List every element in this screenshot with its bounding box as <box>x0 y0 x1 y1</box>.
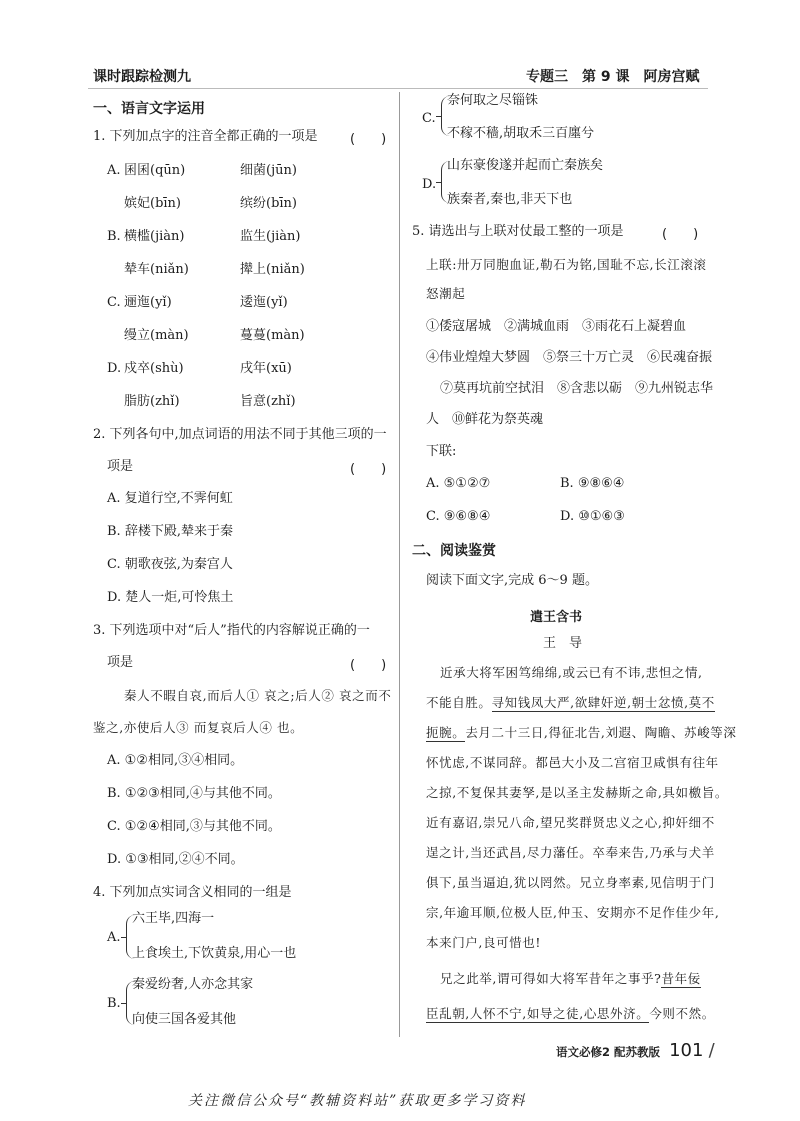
q3-quote-line1: 秦人不暇自哀,而后人① 哀之;后人② 哀之而不 <box>124 688 392 703</box>
article-line-7: 逞之计,当还武昌,尽力藩任。卒奉来告,乃承与犬羊 <box>426 845 715 860</box>
q3-answer-paren: ( ) <box>350 658 387 673</box>
q4-C1: 奈何取之尽锱铢 <box>447 93 539 108</box>
q4-option-C-label: C. <box>422 111 436 126</box>
article-line-11-plain: 兄之此举,谓可得如大将军昔年之事乎? <box>440 971 662 986</box>
q1-D4: 旨意(zhǐ) <box>240 394 296 409</box>
q5-answer-paren: ( ) <box>662 227 699 242</box>
q3-option-A: A. ①②相同,③④相同。 <box>107 753 244 768</box>
q4-A1: 六王毕,四海一 <box>132 911 215 926</box>
q1-A2: 细菌(jūn) <box>240 163 297 178</box>
article-line-3 <box>426 724 736 742</box>
q5-stem: 5. 请选出与上联对仗最工整的一项是 <box>412 224 624 239</box>
q1-stem: 1. 下列加点字的注音全都正确的一项是 <box>93 129 318 144</box>
q4-option-B-label: B. <box>107 996 121 1011</box>
article-line-3-rest: 去月二十三日,得征北告,刘遐、陶瞻、苏峻等深 <box>465 725 737 740</box>
article-line-2-plain: 不能自胜。 <box>426 695 492 710</box>
article-line-11 <box>440 970 701 988</box>
footer-book-badge <box>556 1040 715 1061</box>
section1-title: 一、语言文字运用 <box>93 101 205 117</box>
q1-B1: 横槛(jiàn) <box>124 229 185 244</box>
article-line-2 <box>426 694 715 712</box>
q4-C2: 不稼不穑,胡取禾三百廛兮 <box>447 126 595 141</box>
q4-stem: 4. 下列加点实词含义相同的一组是 <box>93 885 292 900</box>
q5-option-A: A. ⑤①②⑦ <box>426 476 491 491</box>
header-right: 专题三 第 9 课 阿房宫赋 <box>526 69 700 85</box>
q4-B2: 向使三国各爱其他 <box>132 1012 237 1027</box>
q1-C4: 蔓蔓(màn) <box>240 328 305 343</box>
q1-B3: 辇车(niǎn) <box>124 262 189 277</box>
q1-option-D-label: D. <box>107 361 122 376</box>
q1-C3: 缦立(màn) <box>124 328 189 343</box>
q5-lower-couplet-label: 下联: <box>426 444 457 459</box>
q1-C1: 逦迤(yǐ) <box>124 295 172 310</box>
q1-D3: 脂肪(zhǐ) <box>124 394 180 409</box>
article-line-5: 之掠,不复保其妻孥,是以圣主发赫斯之命,具如檄旨。 <box>426 785 728 800</box>
article-line-12-plain: 今则不然。 <box>649 1006 715 1021</box>
q5-fragments-line4: 人 ⑩鲜花为祭英魂 <box>426 412 544 427</box>
article-line-11-underlined: 昔年佞 <box>661 971 701 986</box>
q2-option-D: D. 楚人一炬,可怜焦土 <box>107 590 234 605</box>
article-line-3-underlined: 扼腕。 <box>426 725 466 740</box>
article-line-12-underlined: 臣乱朝,人怀不宁,如导之徒,心思外济。 <box>426 1006 650 1021</box>
article-line-6: 近有嘉诏,崇兄八命,望兄奖群贤忠义之心,抑奸细不 <box>426 815 715 830</box>
article-line-1: 近承大将军困笃绵绵,或云已有不讳,悲怛之情, <box>440 665 703 680</box>
article-line-10: 本来门户,良可惜也! <box>426 935 541 950</box>
q1-D1: 戍卒(shù) <box>124 361 184 376</box>
q3-option-B: B. ①②③相同,④与其他不同。 <box>107 786 281 801</box>
section2-title: 二、阅读鉴赏 <box>412 543 496 559</box>
q5-fragments-line1: ①倭寇屠城 ②满城血雨 ③雨花石上凝碧血 <box>426 319 687 334</box>
article-line-4: 怀忧虑,不谋同辞。都邑大小及二宫宿卫咸惧有往年 <box>426 755 719 770</box>
reading-intro: 阅读下面文字,完成 6～9 题。 <box>426 573 598 588</box>
q5-option-B: B. ⑨⑧⑥④ <box>560 476 625 491</box>
header-divider <box>88 88 708 89</box>
q1-answer-paren: ( ) <box>350 132 387 147</box>
article-line-9: 宗,年逾耳顺,位极人臣,仲玉、安期亦不足作佳少年, <box>426 905 720 920</box>
q5-upper-couplet-line2: 怒潮起 <box>426 286 466 301</box>
q4-A2: 上食埃土,下饮黄泉,用心一也 <box>132 946 297 961</box>
article-line-12 <box>426 1005 715 1023</box>
q2-answer-paren: ( ) <box>350 462 387 477</box>
q2-stem-line2: 项是 <box>107 459 134 474</box>
q5-upper-couplet-line1: 上联:卅万同胞血证,勒石为铭,国耻不忘,长江滚滚 <box>426 257 707 272</box>
q2-option-C: C. 朝歌夜弦,为秦宫人 <box>107 557 233 572</box>
q4-option-A-label: A. <box>107 930 121 945</box>
footer-book-label: 语文必修2 配苏教版 <box>556 1045 661 1059</box>
q4-B1: 秦爱纷奢,人亦念其家 <box>132 977 254 992</box>
q1-C2: 逶迤(yǐ) <box>240 295 288 310</box>
q1-option-C-label: C. <box>107 295 121 310</box>
q1-option-B-label: B. <box>107 229 121 244</box>
q4-option-D-label: D. <box>422 177 437 192</box>
q5-option-C: C. ⑨⑥⑧④ <box>426 509 491 524</box>
q3-quote-line2: 鉴之,亦使后人③ 而复哀后人④ 也。 <box>93 720 304 735</box>
footer-watermark-note: 关注微信公众号“教辅资料站”获取更多学习资料 <box>188 1093 527 1109</box>
q5-option-D: D. ⑩①⑥③ <box>560 509 625 524</box>
q2-stem-line1: 2. 下列各句中,加点词语的用法不同于其他三项的一 <box>93 427 387 442</box>
q1-B4: 撵上(niǎn) <box>240 262 305 277</box>
page-number: 101 <box>669 1040 704 1061</box>
q1-B2: 监生(jiàn) <box>240 229 301 244</box>
column-divider <box>399 92 400 1037</box>
q2-option-B: B. 辞楼下殿,辇来于秦 <box>107 524 233 539</box>
article-author: 王 导 <box>543 636 583 651</box>
q5-fragments-line2: ④伟业煌煌大梦圆 ⑤祭三十万亡灵 ⑥民魂奋振 <box>426 350 713 365</box>
header-left: 课时跟踪检测九 <box>93 69 191 85</box>
q1-A4: 缤纷(bīn) <box>240 196 297 211</box>
q2-option-A: A. 复道行空,不霁何虹 <box>107 491 233 506</box>
q3-stem-line2: 项是 <box>107 655 134 670</box>
article-line-8: 俱下,虽当逼迫,犹以罔然。兄立身率素,见信明于门 <box>426 875 715 890</box>
q3-option-C: C. ①②④相同,③与其他不同。 <box>107 819 281 834</box>
q3-option-D: D. ①③相同,②④不同。 <box>107 852 244 867</box>
q1-option-A-label: A. <box>107 163 121 178</box>
q1-A3: 嫔妃(bīn) <box>124 196 181 211</box>
article-title: 遣王含书 <box>530 610 583 625</box>
page-slash: / <box>708 1040 715 1061</box>
q4-D1: 山东豪俊遂并起而亡秦族矣 <box>447 158 604 173</box>
q1-A1: 囷囷(qūn) <box>124 163 186 178</box>
q5-fragments-line3: ⑦莫再坑前空拭泪 ⑧含悲以砺 ⑨九州锐志华 <box>440 381 714 396</box>
q1-D2: 戌年(xū) <box>240 361 292 376</box>
article-line-2-underlined: 寻知钱凤大严,欲肆奸逆,朝士忿愤,莫不 <box>491 695 715 710</box>
q4-D2: 族秦者,秦也,非天下也 <box>447 192 573 207</box>
q3-stem-line1: 3. 下列选项中对“后人”指代的内容解说正确的一 <box>93 623 370 638</box>
